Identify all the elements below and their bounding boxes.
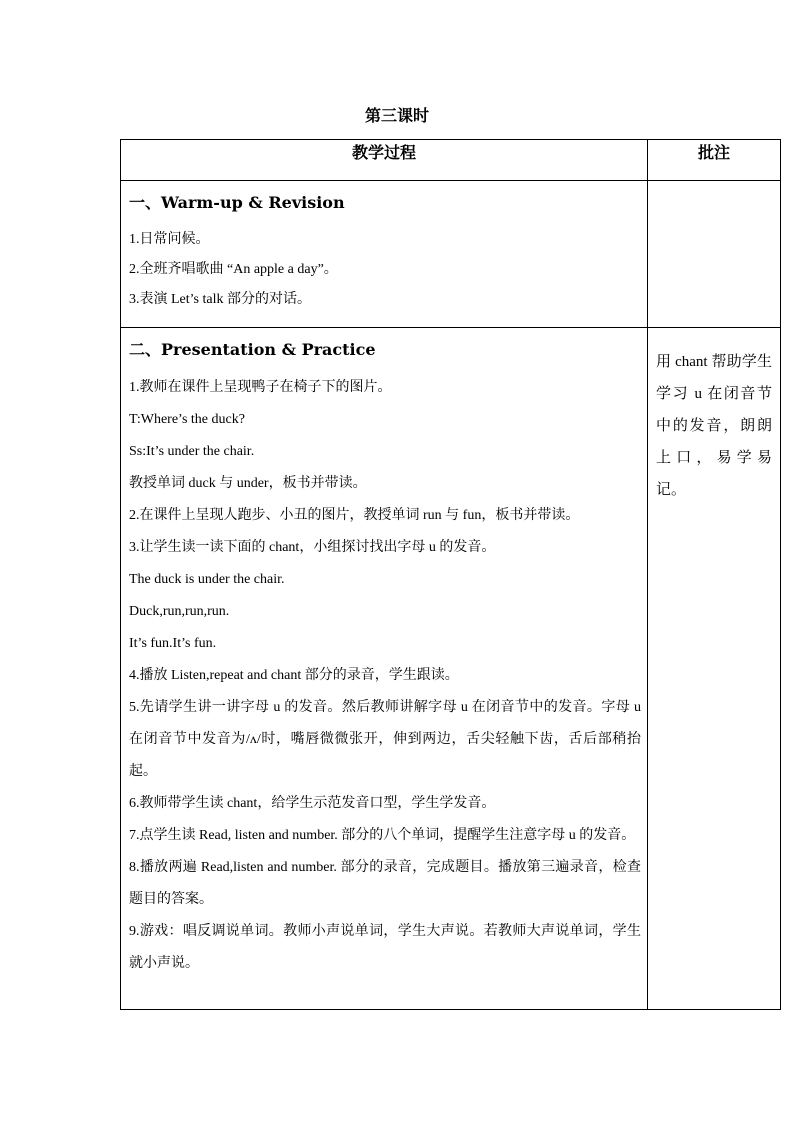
list-item: 2.全班齐唱歌曲 “An apple a day”。 (129, 262, 338, 277)
list-item: 6.教师带学生读 chant，给学生示范发音口型，学生学发音。 (129, 796, 496, 811)
list-item: T:Where’s the duck? (129, 412, 245, 427)
list-item: 5.先请学生讲一讲字母 u 的发音。然后教师讲解字母 u 在闭音节中的发音。字母 u 在闭音节中发音为/ʌ/时，嘴唇微微张开，伸到两边，舌尖轻触下齿，舌后部稍抬起。 (129, 700, 641, 779)
list-item: 4.播放 Listen,repeat and chant 部分的录音，学生跟读。 (129, 668, 459, 683)
section-warmup-note-cell (648, 181, 781, 328)
section-heading-presentation: 二、Presentation & Practice (129, 340, 376, 359)
section-presentation-cell (121, 328, 648, 1010)
page-title: 第三课时 (364, 106, 429, 125)
list-item: 3.表演 Let’s talk 部分的对话。 (129, 292, 311, 307)
list-item: 1.教师在课件上呈现鸭子在椅子下的图片。 (129, 380, 392, 395)
list-item: Duck,run,run,run. (129, 604, 230, 619)
section-warmup-cell (121, 181, 648, 328)
teaching-note: 用 chant 帮助学生学习 u 在闭音节中的发音，朗朗上口，易学易记。 (656, 354, 772, 498)
list-item: 8.播放两遍 Read,listen and number. 部分的录音，完成题目。播放第三遍录音，检查题目的答案。 (129, 860, 641, 907)
list-item: 教授单词 duck 与 under，板书并带读。 (129, 476, 367, 491)
list-item: 9.游戏：唱反调说单词。教师小声说单词，学生大声说。若教师大声说单词，学生就小声说。 (129, 924, 641, 971)
lesson-plan-table (120, 139, 781, 1010)
list-item: 2.在课件上呈现人跑步、小丑的图片，教授单词 run 与 fun，板书并带读。 (129, 508, 580, 523)
section-heading-warmup: 一、Warm-up & Revision (129, 193, 345, 212)
list-item: It’s fun.It’s fun. (129, 636, 217, 651)
list-item: The duck is under the chair. (129, 572, 285, 587)
table-header-row (121, 140, 781, 181)
section-presentation-row (121, 328, 781, 1010)
list-item: Ss:It’s under the chair. (129, 444, 255, 459)
section-warmup-row (121, 181, 781, 328)
list-item: 7.点学生读 Read, listen and number. 部分的八个单词，提醒学生注意字母 u 的发音。 (129, 828, 636, 843)
header-teaching-process: 教学过程 (121, 140, 648, 181)
list-item: 1.日常问候。 (129, 232, 210, 247)
list-item: 3.让学生读一读下面的 chant，小组探讨找出字母 u 的发音。 (129, 540, 496, 555)
header-notes: 批注 (648, 140, 781, 181)
section-presentation-note-cell (648, 328, 781, 1010)
